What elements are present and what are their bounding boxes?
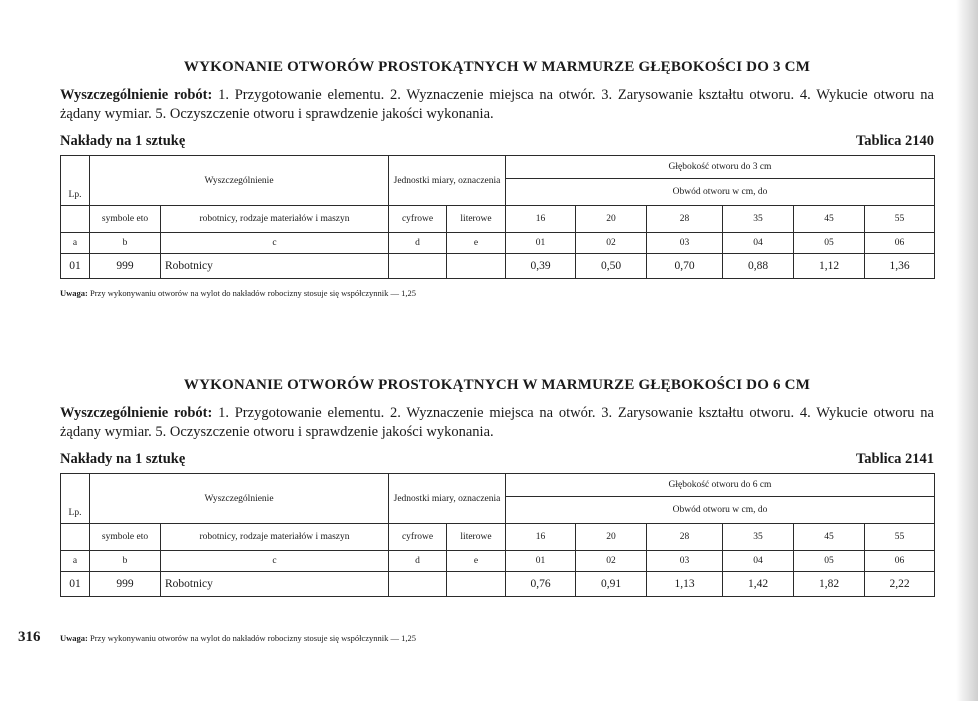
row-lp: 01 (61, 254, 90, 279)
jednostki-header: Jednostki miary, oznaczenia (389, 474, 506, 524)
size-header: 45 (794, 206, 865, 233)
size-header: 20 (576, 524, 647, 551)
size-header: 55 (865, 524, 935, 551)
description-label: Wyszczególnienie robót: (60, 87, 213, 103)
description-text: 1. Przygotowanie elementu. 2. Wyznaczenie miejsca na otwór. 3. Zarysowanie kształtu otworu. 4. Wykucie otworu na żądany wymiar. 5. Oczyszczenie otworu i sprawdzenie jakości wykonania. (60, 405, 934, 440)
size-header: 28 (647, 524, 723, 551)
code-cell: 06 (865, 551, 935, 572)
lp-blank (61, 206, 90, 233)
size-header: 20 (576, 206, 647, 233)
letter-cell: a (61, 233, 90, 254)
row-cyfrowe (389, 572, 447, 597)
code-cell: 04 (723, 233, 794, 254)
note-text: Przy wykonywaniu otworów na wylot do nakładów robocizny stosuje się współczynnik — 1,25 (89, 288, 417, 298)
code-cell: 04 (723, 551, 794, 572)
row-value: 1,36 (865, 254, 935, 279)
norm-table (60, 155, 935, 279)
code-cell: 01 (506, 551, 576, 572)
row-value: 1,42 (723, 572, 794, 597)
note-text: Przy wykonywaniu otworów na wylot do nakładów robocizny stosuje się współczynnik — 1,25 (89, 633, 417, 643)
table-note (60, 287, 934, 299)
section-2141 (60, 376, 934, 597)
section-2140 (60, 58, 934, 299)
code-cell: 01 (506, 233, 576, 254)
glebokosc-header: Głębokość otworu do 6 cm (506, 474, 935, 497)
obwod-header: Obwód otworu w cm, do (506, 179, 935, 206)
row-symbol: 999 (90, 254, 161, 279)
work-description (60, 404, 934, 442)
page-number: 316 (18, 629, 41, 645)
row-lp: 01 (61, 572, 90, 597)
literowe-header: literowe (447, 206, 506, 233)
table-caption-row (60, 131, 934, 151)
note-label: Uwaga: (60, 288, 88, 298)
code-cell: 06 (865, 233, 935, 254)
table-note (60, 633, 416, 643)
code-cell: 05 (794, 233, 865, 254)
row-value: 1,82 (794, 572, 865, 597)
row-literowe (447, 254, 506, 279)
letter-cell: c (161, 233, 389, 254)
naklady-label: Nakłady na 1 sztukę (60, 451, 186, 467)
glebokosc-header: Głębokość otworu do 3 cm (506, 156, 935, 179)
cyfrowe-header: cyfrowe (389, 524, 447, 551)
description-text: 1. Przygotowanie elementu. 2. Wyznaczenie miejsca na otwór. 3. Zarysowanie kształtu otworu. 4. Wykucie otworu na żądany wymiar. 5. Oczyszczenie otworu i sprawdzenie jakości wykonania. (60, 87, 934, 122)
tablica-number: Tablica 2140 (855, 133, 934, 149)
lp-blank (61, 524, 90, 551)
description-label: Wyszczególnienie robót: (60, 405, 213, 421)
row-value: 0,70 (647, 254, 723, 279)
row-value: 2,22 (865, 572, 935, 597)
size-header: 16 (506, 524, 576, 551)
row-name: Robotnicy (161, 254, 389, 279)
jednostki-header: Jednostki miary, oznaczenia (389, 156, 506, 206)
lp-header: Lp. (61, 156, 90, 206)
letter-cell: e (447, 233, 506, 254)
letter-cell: a (61, 551, 90, 572)
literowe-header: literowe (447, 524, 506, 551)
size-header: 16 (506, 206, 576, 233)
page-edge-shadow (956, 0, 978, 701)
row-symbol: 999 (90, 572, 161, 597)
row-value: 0,76 (506, 572, 576, 597)
row-value: 0,50 (576, 254, 647, 279)
tablica-number: Tablica 2141 (855, 451, 934, 467)
row-literowe (447, 572, 506, 597)
section-title: WYKONANIE OTWORÓW PROSTOKĄTNYCH W MARMURZE GŁĘBOKOŚCI DO 6 CM (183, 377, 811, 393)
row-name: Robotnicy (161, 572, 389, 597)
section-title: WYKONANIE OTWORÓW PROSTOKĄTNYCH W MARMURZE GŁĘBOKOŚCI DO 3 CM (183, 59, 811, 75)
letter-cell: e (447, 551, 506, 572)
note-label: Uwaga: (60, 633, 88, 643)
symbole-header: symbole eto (90, 524, 161, 551)
letter-cell: b (90, 233, 161, 254)
table-row (61, 572, 935, 597)
wyszczegolnienie-header: Wyszczególnienie (90, 474, 389, 524)
row-value: 1,13 (647, 572, 723, 597)
size-header: 55 (865, 206, 935, 233)
wyszczegolnienie-header: Wyszczególnienie (90, 156, 389, 206)
code-cell: 02 (576, 551, 647, 572)
code-cell: 02 (576, 233, 647, 254)
code-cell: 03 (647, 551, 723, 572)
row-value: 0,39 (506, 254, 576, 279)
letter-cell: d (389, 551, 447, 572)
lp-header: Lp. (61, 474, 90, 524)
table-caption-row (60, 449, 934, 469)
size-header: 35 (723, 524, 794, 551)
norm-table (60, 473, 935, 597)
row-value: 0,88 (723, 254, 794, 279)
obwod-header: Obwód otworu w cm, do (506, 497, 935, 524)
work-description (60, 86, 934, 124)
symbole-header: symbole eto (90, 206, 161, 233)
letter-cell: b (90, 551, 161, 572)
table-row (61, 254, 935, 279)
letter-cell: d (389, 233, 447, 254)
size-header: 28 (647, 206, 723, 233)
row-value: 0,91 (576, 572, 647, 597)
letter-cell: c (161, 551, 389, 572)
size-header: 45 (794, 524, 865, 551)
row-value: 1,12 (794, 254, 865, 279)
code-cell: 05 (794, 551, 865, 572)
code-cell: 03 (647, 233, 723, 254)
row-cyfrowe (389, 254, 447, 279)
size-header: 35 (723, 206, 794, 233)
cyfrowe-header: cyfrowe (389, 206, 447, 233)
robotnicy-header: robotnicy, rodzaje materiałów i maszyn (161, 524, 389, 551)
robotnicy-header: robotnicy, rodzaje materiałów i maszyn (161, 206, 389, 233)
naklady-label: Nakłady na 1 sztukę (60, 133, 186, 149)
